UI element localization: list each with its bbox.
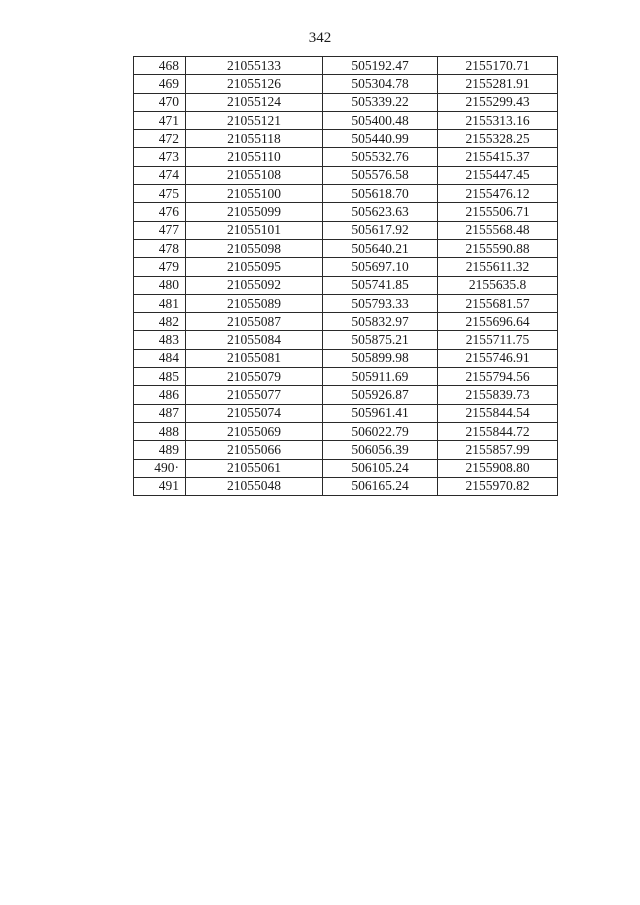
y-coordinate-cell: 2155844.54 [438,404,558,422]
x-coordinate-cell: 505440.99 [323,130,438,148]
x-coordinate-cell: 505640.21 [323,239,438,257]
table-row [134,185,558,203]
point-number-cell: 483 [134,331,186,349]
x-coordinate-cell: 505911.69 [323,368,438,386]
y-coordinate-cell: 2155970.82 [438,477,558,495]
y-coordinate-cell: 2155839.73 [438,386,558,404]
y-coordinate-cell: 2155506.71 [438,203,558,221]
page-number: 342 [308,30,332,46]
x-coordinate-cell: 506056.39 [323,441,438,459]
table-row [134,441,558,459]
y-coordinate-cell: 2155415.37 [438,148,558,166]
y-coordinate-cell: 2155611.32 [438,258,558,276]
point-number-cell: 470 [134,93,186,111]
y-coordinate-cell: 2155281.91 [438,75,558,93]
y-coordinate-cell: 2155299.43 [438,93,558,111]
x-coordinate-cell: 506165.24 [323,477,438,495]
y-coordinate-cell: 2155844.72 [438,422,558,440]
y-coordinate-cell: 2155711.75 [438,331,558,349]
point-id-cell: 21055118 [186,130,323,148]
y-coordinate-cell: 2155746.91 [438,349,558,367]
y-coordinate-cell: 2155857.99 [438,441,558,459]
x-coordinate-cell: 505926.87 [323,386,438,404]
point-id-cell: 21055069 [186,422,323,440]
point-number-cell: 481 [134,294,186,312]
point-number-cell: 489 [134,441,186,459]
x-coordinate-cell: 505400.48 [323,111,438,129]
y-coordinate-cell: 2155590.88 [438,239,558,257]
point-number-cell: 479 [134,258,186,276]
point-id-cell: 21055101 [186,221,323,239]
table-row [134,148,558,166]
x-coordinate-cell: 505697.10 [323,258,438,276]
table-row [134,203,558,221]
y-coordinate-cell: 2155696.64 [438,313,558,331]
point-number-cell: 491 [134,477,186,495]
y-coordinate-cell: 2155568.48 [438,221,558,239]
point-id-cell: 21055100 [186,185,323,203]
table-row [134,459,558,477]
x-coordinate-cell: 505793.33 [323,294,438,312]
table-row [134,57,558,75]
point-id-cell: 21055099 [186,203,323,221]
point-number-cell: 471 [134,111,186,129]
x-coordinate-cell: 505832.97 [323,313,438,331]
x-coordinate-cell: 505532.76 [323,148,438,166]
x-coordinate-cell: 505875.21 [323,331,438,349]
x-coordinate-cell: 505961.41 [323,404,438,422]
point-number-cell: 468 [134,57,186,75]
x-coordinate-cell: 505899.98 [323,349,438,367]
point-id-cell: 21055087 [186,313,323,331]
point-id-cell: 21055092 [186,276,323,294]
table-row [134,368,558,386]
table-row [134,331,558,349]
point-number-cell: 487 [134,404,186,422]
point-number-cell: 480 [134,276,186,294]
point-number-cell: 474 [134,166,186,184]
point-number-cell: 469 [134,75,186,93]
y-coordinate-cell: 2155313.16 [438,111,558,129]
point-number-cell: 477 [134,221,186,239]
table-row [134,93,558,111]
y-coordinate-cell: 2155635.8 [438,276,558,294]
y-coordinate-cell: 2155447.45 [438,166,558,184]
point-id-cell: 21055121 [186,111,323,129]
table-row [134,313,558,331]
table-row [134,221,558,239]
table-row [134,258,558,276]
coordinates-table [133,56,558,496]
table-row [134,166,558,184]
point-id-cell: 21055084 [186,331,323,349]
x-coordinate-cell: 505741.85 [323,276,438,294]
point-id-cell: 21055095 [186,258,323,276]
x-coordinate-cell: 505192.47 [323,57,438,75]
y-coordinate-cell: 2155170.71 [438,57,558,75]
point-id-cell: 21055061 [186,459,323,477]
table-row [134,276,558,294]
y-coordinate-cell: 2155328.25 [438,130,558,148]
point-id-cell: 21055077 [186,386,323,404]
point-id-cell: 21055126 [186,75,323,93]
x-coordinate-cell: 505618.70 [323,185,438,203]
x-coordinate-cell: 505304.78 [323,75,438,93]
x-coordinate-cell: 505339.22 [323,93,438,111]
point-number-cell: 488 [134,422,186,440]
y-coordinate-cell: 2155794.56 [438,368,558,386]
point-number-cell: 484 [134,349,186,367]
table-row [134,404,558,422]
point-number-cell: 475 [134,185,186,203]
table-body [134,57,558,496]
point-id-cell: 21055098 [186,239,323,257]
point-number-cell: 478 [134,239,186,257]
x-coordinate-cell: 506105.24 [323,459,438,477]
table-row [134,75,558,93]
table-row [134,111,558,129]
table-row [134,239,558,257]
point-id-cell: 21055066 [186,441,323,459]
point-id-cell: 21055079 [186,368,323,386]
point-number-cell: 485 [134,368,186,386]
point-id-cell: 21055081 [186,349,323,367]
table-row [134,477,558,495]
x-coordinate-cell: 505623.63 [323,203,438,221]
point-id-cell: 21055133 [186,57,323,75]
x-coordinate-cell: 505576.58 [323,166,438,184]
x-coordinate-cell: 505617.92 [323,221,438,239]
point-id-cell: 21055074 [186,404,323,422]
y-coordinate-cell: 2155476.12 [438,185,558,203]
y-coordinate-cell: 2155681.57 [438,294,558,312]
x-coordinate-cell: 506022.79 [323,422,438,440]
point-number-cell: 472 [134,130,186,148]
table-row [134,130,558,148]
point-number-cell: 486 [134,386,186,404]
table-row [134,294,558,312]
point-id-cell: 21055110 [186,148,323,166]
point-number-cell: 473 [134,148,186,166]
table-row [134,349,558,367]
y-coordinate-cell: 2155908.80 [438,459,558,477]
point-id-cell: 21055124 [186,93,323,111]
table-row [134,386,558,404]
point-id-cell: 21055048 [186,477,323,495]
point-number-cell: 482 [134,313,186,331]
point-id-cell: 21055108 [186,166,323,184]
point-id-cell: 21055089 [186,294,323,312]
table-row [134,422,558,440]
point-number-cell: 490· [134,459,186,477]
point-number-cell: 476 [134,203,186,221]
